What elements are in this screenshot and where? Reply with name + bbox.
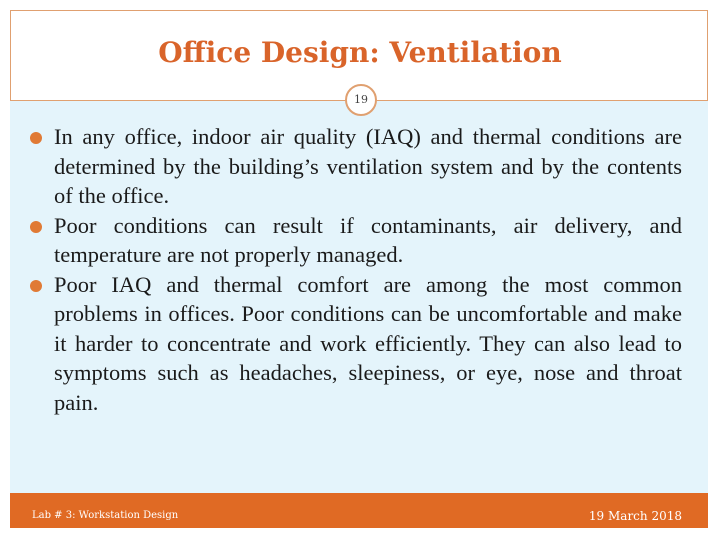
bullet-text: In any office, indoor air quality (IAQ) and thermal conditions are determined by the building’s ventilation system and by the contents of the office.	[54, 124, 682, 208]
footer-course-label: Lab # 3: Workstation Design	[32, 510, 179, 521]
bullet-item	[22, 122, 682, 211]
bullet-dot-icon	[30, 132, 42, 144]
slide-number-badge: 19	[345, 84, 377, 116]
bullet-text: Poor IAQ and thermal comfort are among the most common problems in offices. Poor conditions can be uncomfortable and make it harder to concentrate and work efficiently. They can also lead to symptoms such as headaches, sleepiness, or eye, nose and throat pain.	[54, 271, 682, 415]
footer-date: 19 March 2018	[588, 509, 682, 523]
bullet-dot-icon	[30, 221, 42, 233]
bullet-dot-icon	[30, 280, 42, 292]
bullet-list	[22, 122, 682, 417]
bullet-text: Poor conditions can result if contaminants, air delivery, and temperature are not properly managed.	[54, 212, 682, 267]
slide-title: Office Design: Ventilation	[158, 36, 562, 69]
bullet-item	[22, 270, 682, 418]
bullet-item	[22, 211, 682, 270]
